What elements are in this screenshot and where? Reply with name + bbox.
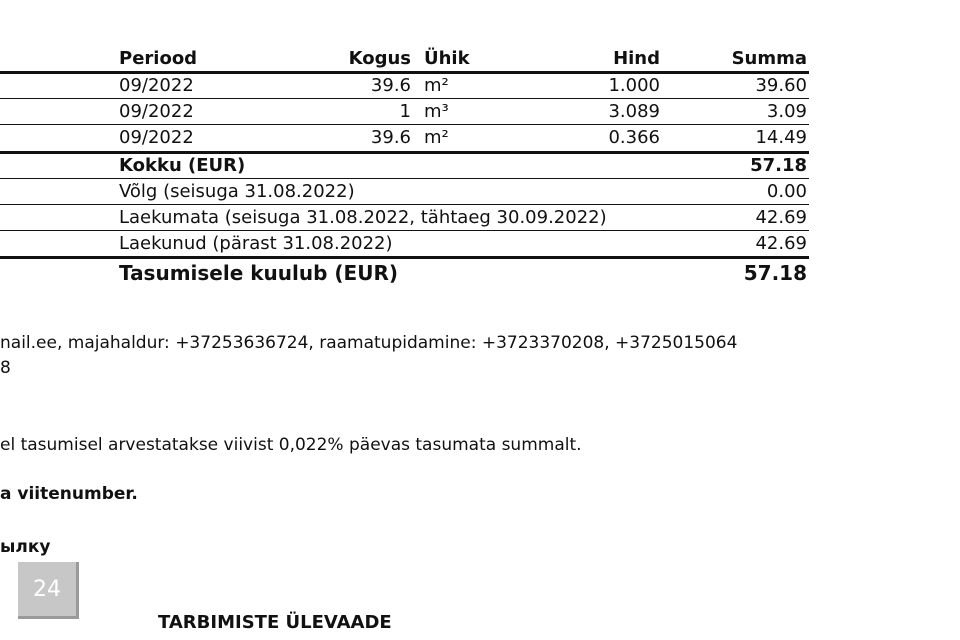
page-number-badge: 24 <box>18 562 79 619</box>
received-label: Laekunud (pärast 31.08.2022) <box>119 233 393 254</box>
row-unit: m² <box>424 75 449 96</box>
header-sum: Summa <box>731 48 807 69</box>
row-sum: 3.09 <box>766 101 807 122</box>
header-period: Periood <box>119 48 198 69</box>
payable-label: Tasumisele kuulub (EUR) <box>119 261 398 285</box>
row-unit: m³ <box>424 101 449 122</box>
row-price: 3.089 <box>608 101 660 122</box>
late-fee-note: el tasumisel arvestatakse viivist 0,022% päevas tasumata summalt. <box>0 435 582 455</box>
row-quantity: 39.6 <box>370 127 411 148</box>
contact-line: nail.ee, majahaldur: +37253636724, raamatupidamine: +3723370208, +3725015064 <box>0 333 738 353</box>
reference-note: a viitenumber. <box>0 484 138 504</box>
header-quantity: Kogus <box>348 48 411 69</box>
row-period: 09/2022 <box>119 127 194 148</box>
unpaid-label: Laekumata (seisuga 31.08.2022, tähtaeg 30.09.2022) <box>119 207 607 228</box>
russian-note: ылку <box>0 537 51 557</box>
debt-label: Võlg (seisuga 31.08.2022) <box>119 181 355 202</box>
row-divider <box>0 124 809 125</box>
summary-divider <box>0 230 809 231</box>
summary-divider <box>0 204 809 205</box>
header-unit: Ühik <box>424 48 470 69</box>
row-quantity: 1 <box>399 101 411 122</box>
section-title: TARBIMISTE ÜLEVAADE <box>158 612 392 633</box>
payable-top-line <box>0 256 809 259</box>
payable-value: 57.18 <box>743 261 807 285</box>
contact-line-2: 8 <box>0 358 11 378</box>
header-underline <box>0 71 809 74</box>
row-period: 09/2022 <box>119 101 194 122</box>
total-value: 57.18 <box>750 155 807 176</box>
row-period: 09/2022 <box>119 75 194 96</box>
debt-value: 0.00 <box>766 181 807 202</box>
row-unit: m² <box>424 127 449 148</box>
table-end-line <box>0 151 809 154</box>
row-price: 1.000 <box>608 75 660 96</box>
unpaid-value: 42.69 <box>755 207 807 228</box>
row-quantity: 39.6 <box>370 75 411 96</box>
summary-divider <box>0 178 809 179</box>
row-sum: 39.60 <box>755 75 807 96</box>
total-label: Kokku (EUR) <box>119 155 246 176</box>
row-divider <box>0 98 809 99</box>
header-price: Hind <box>613 48 660 69</box>
row-price: 0.366 <box>608 127 660 148</box>
row-sum: 14.49 <box>755 127 807 148</box>
received-value: 42.69 <box>755 233 807 254</box>
